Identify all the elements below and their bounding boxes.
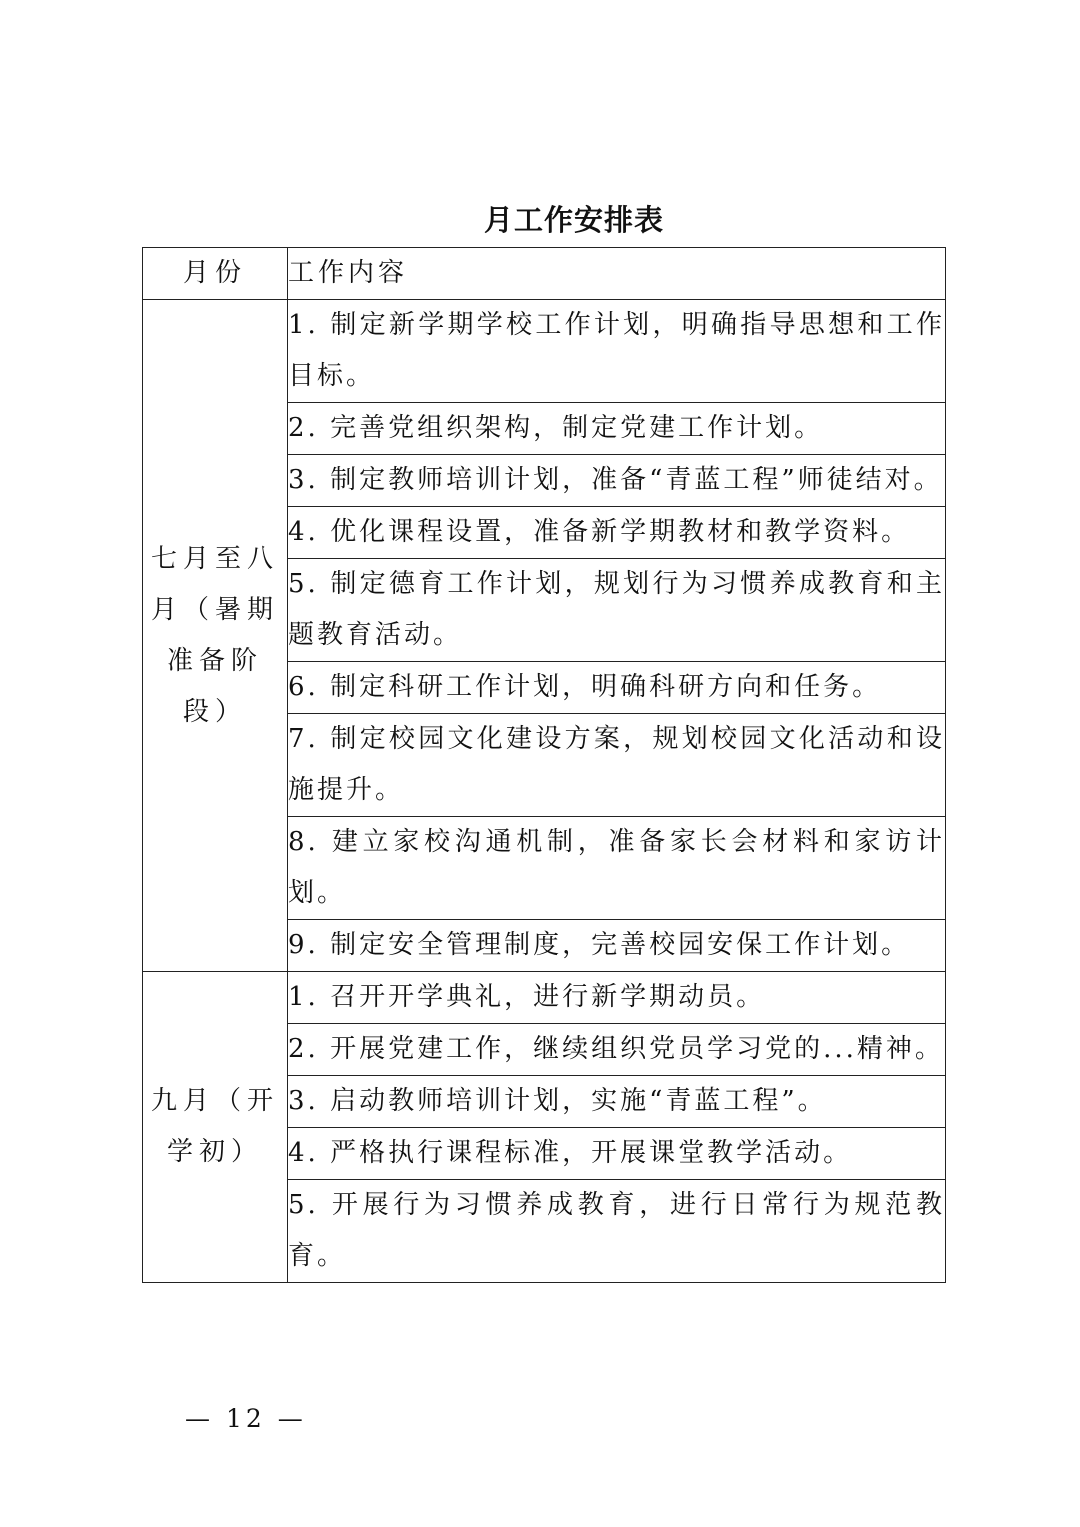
task-item: 7. 制定校园文化建设方案，规划校园文化活动和设施提升。 — [288, 714, 946, 817]
task-item: 9. 制定安全管理制度，完善校园安保工作计划。 — [288, 920, 946, 972]
schedule-table — [142, 247, 946, 1283]
task-item: 5. 开展行为习惯养成教育，进行日常行为规范教育。 — [288, 1180, 946, 1283]
header-month: 月份 — [143, 248, 288, 300]
task-item: 5. 制定德育工作计划，规划行为习惯养成教育和主题教育活动。 — [288, 559, 946, 662]
task-item: 4. 优化课程设置，准备新学期教材和教学资料。 — [288, 507, 946, 559]
header-content: 工作内容 — [288, 248, 946, 300]
page-title: 月工作安排表 — [483, 203, 664, 237]
table-row — [143, 972, 946, 1024]
page-number: — 12 — — [185, 1404, 307, 1433]
task-item: 3. 制定教师培训计划，准备“青蓝工程”师徒结对。 — [288, 455, 946, 507]
month-cell: 七月至八月（暑期准备阶段） — [143, 300, 288, 972]
table-row — [143, 300, 946, 403]
task-item: 2. 开展党建工作，继续组织党员学习党的...精神。 — [288, 1024, 946, 1076]
task-item: 1. 制定新学期学校工作计划，明确指导思想和工作目标。 — [288, 300, 946, 403]
month-cell: 九月（开学初） — [143, 972, 288, 1283]
task-item: 4. 严格执行课程标准，开展课堂教学活动。 — [288, 1128, 946, 1180]
task-item: 2. 完善党组织架构，制定党建工作计划。 — [288, 403, 946, 455]
task-item: 8. 建立家校沟通机制，准备家长会材料和家访计划。 — [288, 817, 946, 920]
task-item: 3. 启动教师培训计划，实施“青蓝工程”。 — [288, 1076, 946, 1128]
table-header-row — [143, 248, 946, 300]
task-item: 6. 制定科研工作计划，明确科研方向和任务。 — [288, 662, 946, 714]
task-item: 1. 召开开学典礼，进行新学期动员。 — [288, 972, 946, 1024]
